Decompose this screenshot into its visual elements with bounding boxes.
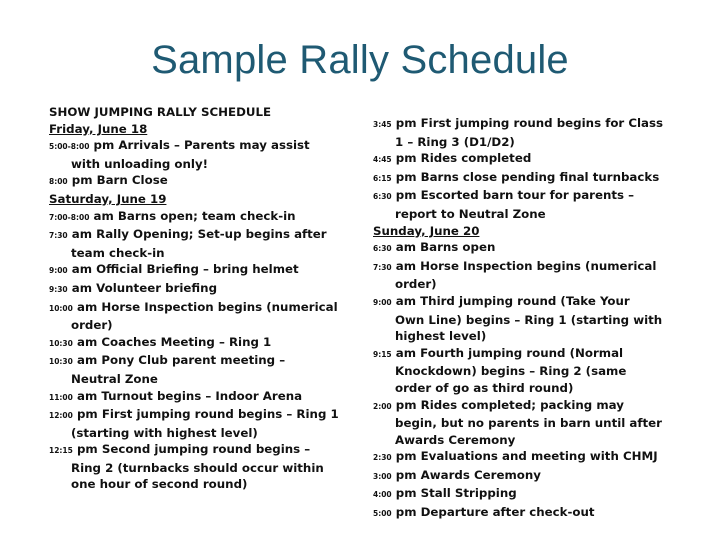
time: 5:00-8:00 [49, 142, 90, 152]
schedule-line [49, 208, 349, 227]
schedule-line [373, 150, 673, 169]
time: 9:30 [49, 284, 68, 294]
line-text: order) [395, 277, 437, 292]
time: 3:00 [373, 471, 392, 481]
schedule-line [373, 115, 673, 134]
line-text: pm Departure after check-out [391, 505, 595, 520]
line-text: am Barns open; team check-in [89, 208, 296, 223]
line-text: am Pony Club parent meeting – [72, 353, 286, 368]
schedule-line [49, 460, 349, 477]
time: 5:00 [373, 509, 392, 519]
line-text: pm Awards Ceremony [391, 467, 541, 482]
schedule-line [373, 293, 673, 312]
schedule-line [373, 328, 673, 345]
time: 3:45 [373, 120, 392, 129]
line-text: Own Line) begins – Ring 1 (starting with [395, 312, 663, 327]
line-text: begin, but no parents in barn until after [395, 416, 662, 431]
time: 4:00 [373, 490, 392, 500]
schedule-line [49, 425, 349, 442]
schedule-line [373, 239, 673, 258]
schedule-line [373, 397, 673, 416]
line-text: Friday, June 18 [49, 121, 148, 136]
line-text: am Official Briefing – bring helmet [67, 262, 299, 277]
line-text: Sunday, June 20 [373, 223, 480, 238]
schedule-line [373, 415, 673, 432]
line-text: one hour of second round) [71, 477, 248, 492]
day-heading [373, 223, 673, 240]
line-text: am Horse Inspection begins (numerical [72, 299, 338, 314]
line-text: am Turnout begins – Indoor Arena [72, 388, 303, 403]
time: 9:00 [373, 297, 392, 307]
line-text: pm Rides completed; packing may [391, 397, 624, 412]
line-text: Awards Ceremony [395, 432, 516, 447]
line-text: pm Escorted barn tour for parents – [391, 188, 635, 203]
line-text: pm Arrivals – Parents may assist [89, 138, 310, 153]
time: 10:30 [49, 338, 73, 348]
schedule-line [49, 137, 349, 156]
time: 7:30 [373, 262, 392, 272]
line-text: pm First jumping round begins for Class [391, 116, 664, 130]
line-text: pm Evaluations and meeting with CHMJ [391, 449, 658, 464]
line-text: am Barns open [391, 240, 496, 255]
line-text: pm Second jumping round begins – [72, 442, 311, 457]
schedule-line [49, 476, 349, 493]
line-text: team check-in [71, 245, 165, 260]
schedule-right-column [373, 115, 673, 523]
schedule-line [373, 467, 673, 486]
schedule-line [373, 169, 673, 188]
schedule-line [49, 334, 349, 353]
line-text: Ring 2 (turnbacks should occur within [71, 460, 324, 475]
time: 4:45 [373, 155, 392, 165]
line-text: pm Barns close pending final turnbacks [391, 169, 660, 184]
schedule-line [49, 388, 349, 407]
line-text: Knockdown) begins – Ring 2 (same [395, 364, 627, 379]
time: 12:15 [49, 446, 73, 456]
schedule-line [49, 280, 349, 299]
schedule-line [49, 299, 349, 318]
time: 6:15 [373, 173, 392, 183]
time: 10:30 [49, 357, 73, 367]
line-text: pm Barn Close [67, 173, 168, 188]
schedule-line [49, 156, 349, 173]
line-text: order of go as third round) [395, 380, 574, 395]
schedule-line [49, 317, 349, 334]
schedule-line [373, 258, 673, 277]
line-text: order) [71, 318, 113, 333]
line-text: Saturday, June 19 [49, 191, 167, 206]
day-heading [49, 121, 349, 138]
schedule-line [49, 371, 349, 388]
time: 12:00 [49, 411, 73, 421]
line-text: am Volunteer briefing [67, 280, 218, 295]
schedule-line [373, 206, 673, 223]
line-text: am Fourth jumping round (Normal [391, 345, 624, 360]
line-text: am Horse Inspection begins (numerical [391, 258, 657, 273]
line-text: am Rally Opening; Set-up begins after [67, 227, 327, 242]
schedule-line [49, 245, 349, 262]
schedule-line [49, 172, 349, 191]
schedule-left-column [49, 104, 349, 493]
schedule-line [373, 187, 673, 206]
schedule-heading [49, 104, 349, 121]
time: 6:30 [373, 192, 392, 202]
line-text: 1 – Ring 3 (D1/D2) [395, 134, 515, 149]
schedule-line [49, 261, 349, 280]
time: 2:00 [373, 401, 392, 411]
schedule-line [373, 504, 673, 523]
line-text: SHOW JUMPING RALLY SCHEDULE [49, 105, 272, 119]
page-title: Sample Rally Schedule [151, 38, 569, 82]
time: 9:00 [49, 266, 68, 276]
time: 10:00 [49, 303, 73, 313]
time: 8:00 [49, 177, 68, 187]
time: 2:30 [373, 453, 392, 463]
schedule-line [373, 134, 673, 151]
line-text: highest level) [395, 329, 487, 344]
line-text: am Third jumping round (Take Your [391, 293, 630, 308]
time: 6:30 [373, 244, 392, 254]
line-text: pm Stall Stripping [391, 486, 517, 501]
schedule-line [373, 485, 673, 504]
line-text: report to Neutral Zone [395, 206, 546, 221]
schedule-line [49, 441, 349, 460]
schedule-line [49, 226, 349, 245]
schedule-line [373, 312, 673, 329]
schedule-line [373, 432, 673, 449]
schedule-line [49, 352, 349, 371]
line-text: with unloading only! [71, 156, 209, 171]
line-text: Neutral Zone [71, 371, 158, 386]
line-text: am Coaches Meeting – Ring 1 [72, 334, 272, 349]
schedule-line [373, 363, 673, 380]
schedule-line [373, 380, 673, 397]
line-text: pm First jumping round begins – Ring 1 [72, 407, 339, 422]
day-heading [49, 191, 349, 208]
time: 11:00 [49, 392, 73, 402]
schedule-line [373, 345, 673, 364]
schedule-line [373, 276, 673, 293]
time: 9:15 [373, 349, 392, 359]
schedule-line [373, 448, 673, 467]
time: 7:00-8:00 [49, 212, 90, 222]
time: 7:30 [49, 231, 68, 241]
schedule-line [49, 406, 349, 425]
line-text: pm Rides completed [391, 151, 532, 166]
line-text: (starting with highest level) [71, 425, 258, 440]
